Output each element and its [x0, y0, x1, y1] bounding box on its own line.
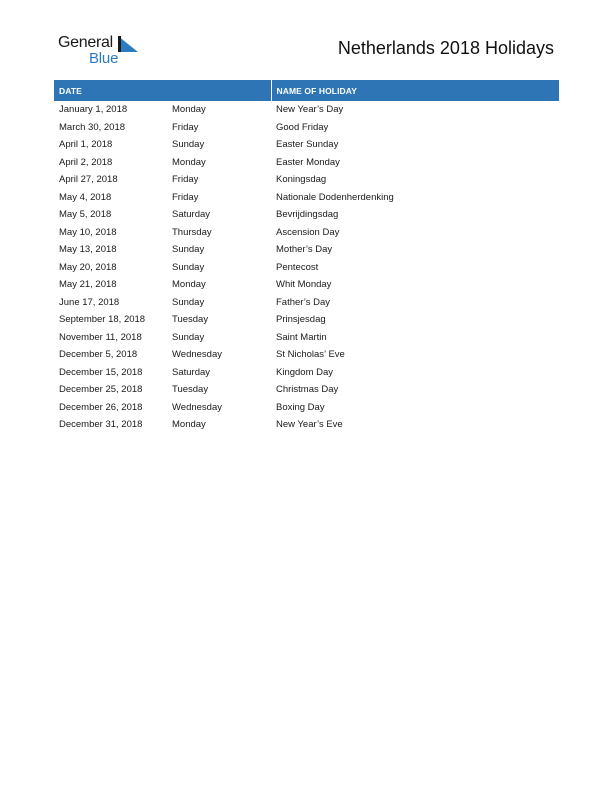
logo-text-blue: Blue [89, 50, 119, 67]
page-title: Netherlands 2018 Holidays [337, 38, 554, 58]
row-holiday-name: Easter Sunday [276, 139, 339, 151]
row-date: December 26, 2018 [59, 401, 143, 413]
row-weekday: Monday [172, 279, 206, 291]
table-row [54, 399, 559, 417]
row-weekday: Sunday [172, 296, 205, 308]
row-date: May 5, 2018 [59, 209, 112, 221]
table-row [54, 346, 559, 364]
table-row [54, 329, 559, 347]
row-date: December 31, 2018 [59, 419, 143, 431]
table-row [54, 381, 559, 399]
row-date: May 4, 2018 [59, 191, 112, 203]
table-row [54, 416, 559, 434]
row-date: June 17, 2018 [59, 296, 120, 308]
row-holiday-name: Mother’s Day [276, 244, 333, 256]
row-holiday-name: Boxing Day [276, 401, 325, 413]
table-row [54, 311, 559, 329]
row-holiday-name: Saint Martin [276, 331, 327, 343]
row-weekday: Friday [172, 121, 199, 133]
row-weekday: Sunday [172, 331, 205, 343]
row-weekday: Friday [172, 191, 199, 203]
table-row [54, 119, 559, 137]
header-holiday-name: NAME OF HOLIDAY [271, 80, 559, 101]
row-date: April 1, 2018 [59, 139, 113, 151]
generalblue-logo [58, 34, 148, 68]
row-holiday-name: Nationale Dodenherdenking [276, 191, 394, 203]
row-holiday-name: Easter Monday [276, 156, 340, 168]
row-holiday-name: Pentecost [276, 261, 319, 273]
row-date: December 5, 2018 [59, 349, 138, 361]
row-holiday-name: Kingdom Day [276, 366, 334, 378]
row-holiday-name: Whit Monday [276, 279, 332, 291]
row-weekday: Saturday [172, 366, 211, 378]
row-holiday-name: St Nicholas’ Eve [276, 349, 345, 361]
row-holiday-name: New Year’s Day [276, 104, 344, 116]
table-row [54, 224, 559, 242]
row-holiday-name: Koningsdag [276, 174, 327, 186]
row-date: March 30, 2018 [59, 121, 126, 133]
row-date: May 10, 2018 [59, 226, 117, 238]
table-row [54, 294, 559, 312]
logo-text-general: General [58, 34, 113, 51]
table-row [54, 189, 559, 207]
table-row [54, 136, 559, 154]
table-row [54, 171, 559, 189]
row-date: January 1, 2018 [59, 104, 128, 116]
row-weekday: Monday [172, 104, 206, 116]
row-weekday: Tuesday [172, 384, 209, 396]
row-holiday-name: Good Friday [276, 121, 329, 133]
table-header-row [54, 80, 559, 101]
row-weekday: Friday [172, 174, 199, 186]
table-row [54, 101, 559, 119]
row-date: November 11, 2018 [59, 331, 142, 343]
row-weekday: Sunday [172, 261, 205, 273]
header-weekday [167, 80, 271, 101]
row-weekday: Thursday [172, 226, 212, 238]
row-date: December 25, 2018 [59, 384, 143, 396]
row-weekday: Saturday [172, 209, 211, 221]
table-row [54, 276, 559, 294]
logo-triangle-icon [118, 36, 138, 52]
row-date: April 2, 2018 [59, 156, 113, 168]
row-holiday-name: Prinsjesdag [276, 314, 326, 326]
row-weekday: Sunday [172, 139, 205, 151]
row-weekday: Monday [172, 156, 206, 168]
row-date: May 13, 2018 [59, 244, 117, 256]
row-holiday-name: Ascension Day [276, 226, 340, 238]
holidays-table [54, 80, 559, 434]
row-weekday: Tuesday [172, 314, 209, 326]
row-weekday: Monday [172, 419, 206, 431]
table-row [54, 154, 559, 172]
row-date: May 21, 2018 [59, 279, 117, 291]
row-date: September 18, 2018 [59, 314, 146, 326]
row-holiday-name: New Year’s Eve [276, 419, 343, 431]
table-row [54, 206, 559, 224]
row-holiday-name: Father’s Day [276, 296, 331, 308]
row-holiday-name: Bevrijdingsdag [276, 209, 339, 221]
row-weekday: Sunday [172, 244, 205, 256]
row-date: May 20, 2018 [59, 261, 117, 273]
table-row [54, 259, 559, 277]
row-weekday: Wednesday [172, 401, 222, 413]
header-date: DATE [54, 80, 167, 101]
row-holiday-name: Christmas Day [276, 384, 339, 396]
row-date: December 15, 2018 [59, 366, 143, 378]
table-row [54, 364, 559, 382]
table-row [54, 241, 559, 259]
row-date: April 27, 2018 [59, 174, 118, 186]
row-weekday: Wednesday [172, 349, 222, 361]
